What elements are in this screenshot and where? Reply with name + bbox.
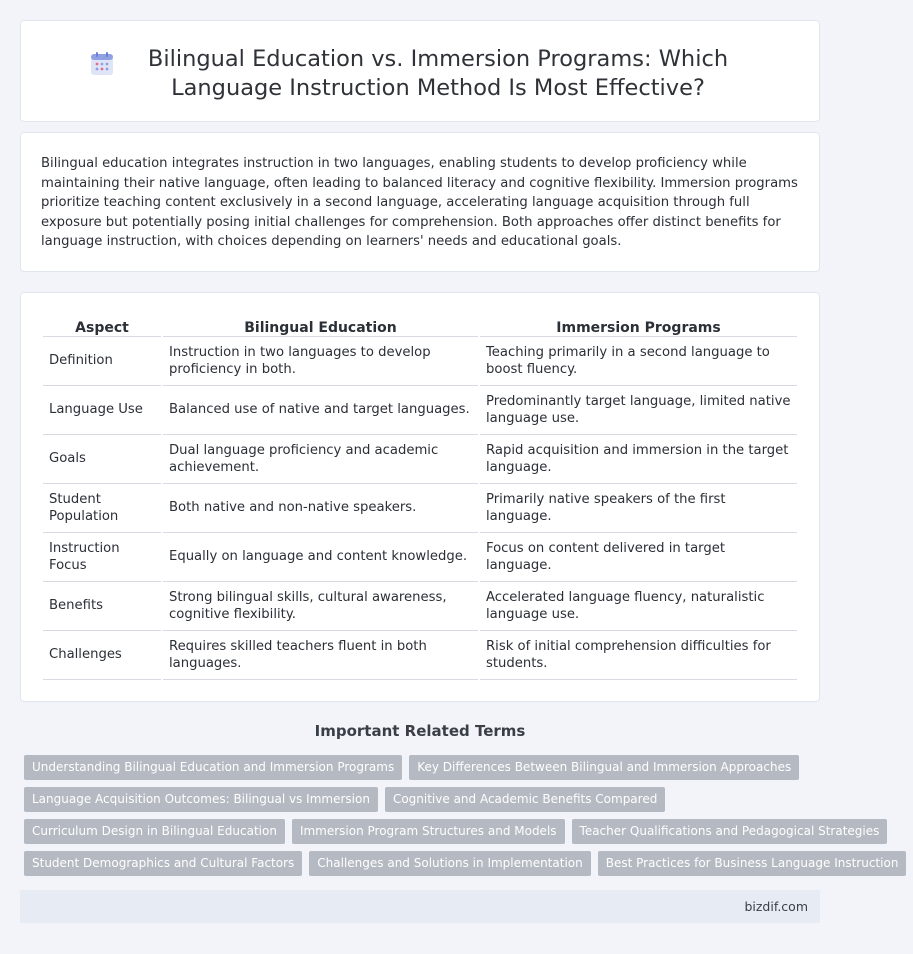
related-term-tag[interactable]: Immersion Program Structures and Models xyxy=(292,819,565,844)
tag-row xyxy=(24,851,913,876)
table-header-row xyxy=(43,315,797,337)
row-bilingual: Requires skilled teachers fluent in both languages. xyxy=(163,631,478,680)
row-immersion: Predominantly target language, limited native language use. xyxy=(480,386,797,435)
row-immersion: Focus on content delivered in target language. xyxy=(480,533,797,582)
row-immersion: Teaching primarily in a second language to boost fluency. xyxy=(480,337,797,386)
row-bilingual: Instruction in two languages to develop proficiency in both. xyxy=(163,337,478,386)
header-card xyxy=(20,20,820,122)
row-immersion: Accelerated language fluency, naturalistic language use. xyxy=(480,582,797,631)
title-wrap xyxy=(61,45,779,103)
intro-paragraph: Bilingual education integrates instruction in two languages, enabling students to develop proficiency while maintaining their native language, often leading to balanced literacy and cognitive flexibility. Immersion programs prioritize teaching content exclusively in a second language, accelerating language acquisition through full exposure but potentially posing initial challenges for comprehension. Both approaches offer distinct benefits for language instruction, with choices depending on learners' needs and educational goals. xyxy=(41,156,798,250)
tag-row xyxy=(24,755,806,780)
tag-row xyxy=(24,787,672,812)
related-term-tag[interactable]: Curriculum Design in Bilingual Education xyxy=(24,819,285,844)
tag-row xyxy=(24,819,894,844)
header-immersion: Immersion Programs xyxy=(480,315,797,337)
related-term-tag[interactable]: Language Acquisition Outcomes: Bilingual vs Immersion xyxy=(24,787,378,812)
row-immersion: Risk of initial comprehension difficulties for students. xyxy=(480,631,797,680)
row-aspect: Student Population xyxy=(43,484,161,533)
related-term-tag[interactable]: Best Practices for Business Language Instruction xyxy=(598,851,907,876)
table-row xyxy=(43,484,797,533)
table-row xyxy=(43,386,797,435)
related-term-tag[interactable]: Cognitive and Academic Benefits Compared xyxy=(385,787,665,812)
related-term-tag[interactable]: Teacher Qualifications and Pedagogical Strategies xyxy=(572,819,888,844)
row-aspect: Benefits xyxy=(43,582,161,631)
table-row xyxy=(43,435,797,484)
row-bilingual: Equally on language and content knowledge. xyxy=(163,533,478,582)
row-bilingual: Dual language proficiency and academic achievement. xyxy=(163,435,478,484)
row-immersion: Primarily native speakers of the first language. xyxy=(480,484,797,533)
row-immersion: Rapid acquisition and immersion in the target language. xyxy=(480,435,797,484)
comparison-table-card xyxy=(20,292,820,702)
related-term-tag[interactable]: Challenges and Solutions in Implementation xyxy=(309,851,590,876)
footer-brand-link[interactable]: bizdif.com xyxy=(744,899,808,914)
row-aspect: Language Use xyxy=(43,386,161,435)
page-title: Bilingual Education vs. Immersion Programs: Which Language Instruction Method Is Most Effective? xyxy=(147,46,729,101)
footer xyxy=(20,890,820,923)
row-aspect: Goals xyxy=(43,435,161,484)
row-bilingual: Balanced use of native and target languages. xyxy=(163,386,478,435)
row-aspect: Challenges xyxy=(43,631,161,680)
related-term-tag[interactable]: Key Differences Between Bilingual and Immersion Approaches xyxy=(409,755,799,780)
calendar-grid-icon xyxy=(89,51,115,77)
table-row xyxy=(43,533,797,582)
comparison-table xyxy=(41,315,799,680)
related-term-tag[interactable]: Student Demographics and Cultural Factors xyxy=(24,851,302,876)
table-row xyxy=(43,337,797,386)
header-bilingual: Bilingual Education xyxy=(163,315,478,337)
row-aspect: Definition xyxy=(43,337,161,386)
intro-card xyxy=(20,132,820,272)
header-aspect: Aspect xyxy=(43,315,161,337)
table-row xyxy=(43,582,797,631)
related-term-tag[interactable]: Understanding Bilingual Education and Immersion Programs xyxy=(24,755,402,780)
row-aspect: Instruction Focus xyxy=(43,533,161,582)
related-terms-title: Important Related Terms xyxy=(314,722,526,740)
row-bilingual: Strong bilingual skills, cultural awareness, cognitive flexibility. xyxy=(163,582,478,631)
table-row xyxy=(43,631,797,680)
row-bilingual: Both native and non-native speakers. xyxy=(163,484,478,533)
